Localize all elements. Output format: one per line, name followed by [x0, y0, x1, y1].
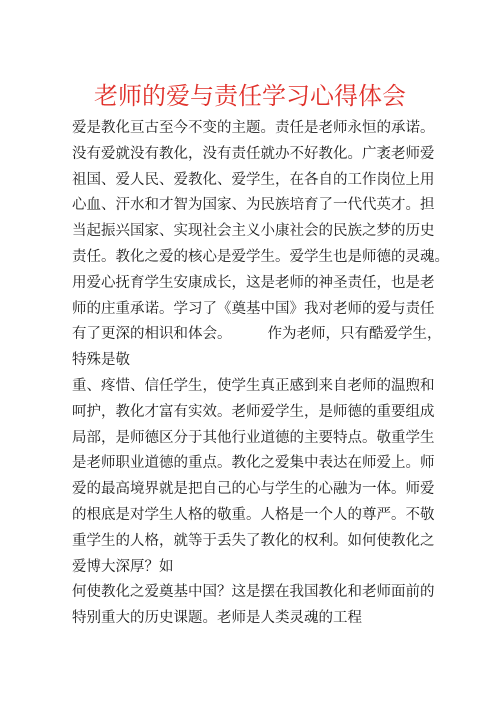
body-line: 责任。教化之爱的核心是爱学生。爱学生也是师德的灵魂。: [72, 248, 449, 265]
body-line-start: 有了更深的相识和体会。: [72, 326, 232, 343]
body-line: 的根底是对学生人格的敬重。人格是一个人的尊严。不敬: [72, 506, 435, 523]
body-line: 呵护，教化才富有实效。老师爱学生，是师德的重要组成: [72, 403, 435, 420]
body-line: 爱是教化亘古至今不变的主题。责任是老师永恒的承诺。: [72, 120, 435, 136]
body-line: 祖国、爱人民、爱教化、爱学生，在各自的工作岗位上用: [72, 171, 435, 188]
body-line-tail: 作为老师，只有酷爱学生，: [267, 326, 442, 343]
body-line: 重学生的人格，就等于丢失了教化的权利。如何使教化之: [72, 532, 435, 549]
document-title: 老师的爱与责任学习心得体会: [94, 82, 406, 110]
body-line: 特殊是敬: [72, 352, 130, 369]
body-line: 当起振兴国家、实现社会主义小康社会的民族之梦的历史: [72, 223, 435, 240]
body-line: 爱的最高境界就是把自己的心与学生的心融为一体。师爱: [72, 481, 435, 498]
body-line-with-gap: [72, 322, 442, 348]
document-body: [72, 116, 449, 632]
body-line: 何使教化之爱奠基中国？这是摆在我国教化和老师面前的: [72, 584, 435, 601]
body-line: 用爱心抚育学生安康成长，这是老师的神圣责任，也是老: [72, 274, 435, 291]
body-line: 爱博大深厚？如: [72, 558, 174, 575]
body-line: 重、疼惜、信任学生，使学生真正感到来自老师的温煦和: [72, 377, 435, 394]
body-line: 特别重大的历史课题。老师是人类灵魂的工程: [72, 610, 362, 627]
body-line: 是老师职业道德的重点。教化之爱集中表达在师爱上。师: [72, 455, 435, 472]
body-line: 师的庄重承诺。学习了《奠基中国》我对老师的爱与责任: [72, 300, 435, 317]
body-line: 没有爱就没有教化，没有责任就办不好教化。广袤老师爱: [72, 145, 435, 162]
body-line: 局部，是师德区分于其他行业道德的主要特点。敬重学生: [72, 429, 435, 446]
body-line: 心血、汗水和才智为国家、为民族培育了一代代英才。担: [72, 197, 435, 214]
